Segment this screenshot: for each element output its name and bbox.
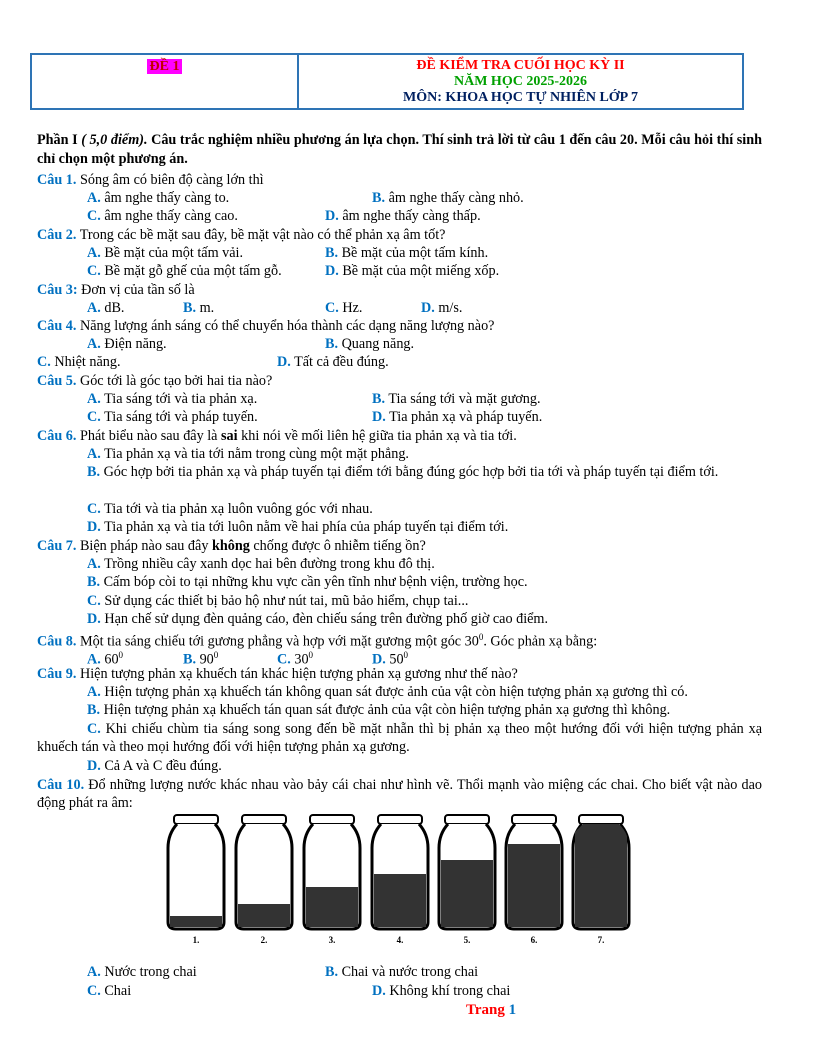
opt-letter: A. — [87, 300, 101, 316]
page-label: Trang — [466, 1002, 505, 1018]
q-emphasis: sai — [221, 428, 238, 444]
option-d[interactable] — [372, 982, 510, 1000]
option-b[interactable] — [183, 299, 214, 317]
question-7 — [37, 537, 426, 555]
opt-text: Điện năng. — [104, 336, 167, 352]
question-3 — [37, 281, 195, 299]
part-instructions: Câu trắc nghiệm nhiều phương án lựa chọn. Thí sinh trả lời từ câu 1 đến câu 20. Mỗi câu hỏi thí sinh chỉ chọn một phương án. — [37, 132, 762, 167]
option-b[interactable] — [372, 189, 524, 207]
option-d[interactable] — [87, 610, 548, 628]
option-d[interactable] — [277, 353, 389, 371]
opt-text: Hiện tượng phản xạ khuếch tán không quan sát được ảnh của vật còn hiện tượng phản xạ gương thì có. — [104, 684, 688, 700]
option-b[interactable] — [87, 573, 528, 591]
q-label: Câu 1. — [37, 172, 77, 188]
bottle-label: 3. — [328, 935, 336, 945]
q-text: Biện pháp nào sau đây — [76, 538, 212, 554]
q-text: Hiện tượng phản xạ khuếch tán khác hiện tượng phản xạ gương như thế nào? — [76, 666, 518, 682]
opt-text: Tia phản xạ và pháp tuyến. — [389, 409, 543, 425]
question-9 — [37, 665, 518, 683]
opt-letter: A. — [87, 245, 101, 261]
opt-letter: A. — [87, 964, 101, 980]
opt-text: Sử dụng các thiết bị bảo hộ như nút tai, mũ bảo hiểm, chụp tai... — [104, 593, 469, 609]
opt-text: âm nghe thấy càng thấp. — [342, 208, 481, 224]
q-text: Một tia sáng chiếu tới gương phẳng và hợp với mặt gương một góc 30 — [76, 633, 479, 650]
q-label: Câu 4. — [37, 318, 77, 334]
opt-letter: D. — [87, 611, 101, 627]
q-label: Câu 5. — [37, 373, 77, 389]
bottle-4 — [372, 815, 428, 945]
option-c[interactable] — [37, 720, 762, 756]
opt-text: Tất cả đều đúng. — [294, 354, 389, 370]
opt-letter: A. — [87, 446, 101, 462]
opt-text: Cấm bóp còi to tại những khu vực cần yên tĩnh như bệnh viện, trường học. — [103, 574, 528, 590]
option-d[interactable] — [325, 262, 499, 280]
opt-letter: D. — [87, 519, 101, 535]
opt-letter: D. — [372, 409, 386, 425]
q-text: Sóng âm có biên độ càng lớn thì — [76, 172, 264, 188]
q-text: Đơn vị của tần số là — [77, 282, 195, 298]
opt-letter: A. — [87, 651, 101, 668]
option-c[interactable] — [87, 982, 131, 1000]
opt-letter: B. — [87, 574, 101, 590]
opt-text: Khi chiếu chùm tia sáng song song đến bề mặt nhẵn thì bị phản xạ theo một hướng đối với hiện tượng phản xạ khuếch tán và theo mọi hướng đối với hiện tượng phản xạ gương. — [37, 721, 762, 755]
opt-text: 50 — [389, 651, 404, 668]
bottle-label: 5. — [463, 935, 471, 945]
seven-bottles-figure — [163, 812, 638, 947]
opt-text: âm nghe thấy càng to. — [104, 190, 230, 206]
opt-letter: C. — [87, 983, 101, 999]
opt-letter: C. — [87, 208, 101, 224]
option-b[interactable] — [325, 244, 488, 262]
opt-text: Tia sáng tới và tia phản xạ. — [104, 391, 258, 407]
opt-text: Quang năng. — [341, 336, 415, 352]
option-b[interactable] — [325, 335, 414, 353]
opt-text: Chai và nước trong chai — [341, 964, 479, 980]
degree-sup: 0 — [213, 650, 219, 660]
bottle-label: 2. — [260, 935, 268, 945]
option-d[interactable] — [421, 299, 462, 317]
option-d[interactable] — [372, 408, 542, 426]
option-c[interactable] — [87, 408, 258, 426]
opt-letter: A. — [87, 336, 101, 352]
opt-letter: C. — [325, 300, 339, 316]
question-6 — [37, 427, 517, 445]
option-a[interactable] — [87, 683, 688, 701]
option-d[interactable] — [87, 518, 508, 536]
q-label: Câu 7. — [37, 538, 77, 554]
bottle-2 — [236, 815, 292, 945]
opt-text: m/s. — [438, 300, 463, 316]
part-intro — [37, 131, 762, 169]
option-a[interactable] — [87, 963, 197, 981]
option-c[interactable] — [87, 592, 468, 610]
option-c[interactable] — [87, 207, 238, 225]
q-text: Góc tới là góc tạo bởi hai tia nào? — [76, 373, 273, 389]
option-c[interactable] — [325, 299, 362, 317]
opt-text: Bề mặt gỗ ghế của một tấm gỗ. — [104, 263, 282, 279]
option-b[interactable] — [37, 463, 762, 481]
q-text-end: . Góc phản xạ bằng: — [483, 633, 598, 650]
subject: MÔN: KHOA HỌC TỰ NHIÊN LỚP 7 — [403, 90, 638, 105]
option-c[interactable] — [87, 500, 373, 518]
opt-letter: D. — [372, 651, 386, 668]
opt-letter: C. — [87, 593, 101, 609]
q-label: Câu 3: — [37, 282, 78, 298]
option-a[interactable] — [87, 390, 257, 408]
option-b[interactable] — [372, 390, 541, 408]
opt-text: 30 — [294, 651, 309, 668]
opt-text: Tia phản xạ và tia tới luôn nằm về hai phía của pháp tuyến tại điểm tới. — [104, 519, 509, 535]
opt-text: Tia sáng tới và pháp tuyến. — [104, 409, 258, 425]
opt-text: Nước trong chai — [104, 964, 197, 980]
option-c[interactable] — [37, 353, 121, 371]
opt-letter: C. — [87, 263, 101, 279]
q-label: Câu 10. — [37, 777, 85, 793]
opt-text: Chai — [104, 983, 132, 999]
opt-text: Tia sáng tới và mặt gương. — [388, 391, 541, 407]
opt-text: m. — [199, 300, 215, 316]
opt-letter: D. — [277, 354, 291, 370]
q-text: Phát biểu nào sau đây là — [76, 428, 222, 444]
opt-letter: D. — [325, 263, 339, 279]
degree-sup: 0 — [118, 650, 124, 660]
opt-letter: A. — [87, 684, 101, 700]
degree-sup: 0 — [403, 650, 409, 660]
degree-sup: 0 — [308, 650, 314, 660]
option-d[interactable] — [325, 207, 481, 225]
opt-text: Hạn chế sử dụng đèn quảng cáo, đèn chiếu sáng trên đường phố giờ cao điểm. — [104, 611, 549, 627]
option-a[interactable] — [87, 555, 435, 573]
opt-text: Không khí trong chai — [389, 983, 511, 999]
opt-letter: B. — [325, 964, 339, 980]
option-a[interactable] — [87, 335, 167, 353]
opt-text: Tia phản xạ và tia tới nằm trong cùng một mặt phẳng. — [104, 446, 409, 462]
question-5 — [37, 372, 272, 390]
degree-sup: 0 — [478, 632, 484, 642]
opt-letter: B. — [87, 464, 101, 480]
opt-letter: D. — [421, 300, 435, 316]
opt-letter: D. — [372, 983, 386, 999]
option-b[interactable] — [87, 701, 670, 719]
opt-letter: B. — [372, 190, 386, 206]
exam-code-cell — [32, 55, 299, 108]
part-score: ( 5,0 điểm). — [77, 132, 148, 148]
q-text: Năng lượng ánh sáng có thể chuyển hóa thành các dạng năng lượng nào? — [76, 318, 495, 334]
opt-text: âm nghe thấy càng cao. — [104, 208, 238, 224]
option-a[interactable] — [87, 244, 243, 262]
opt-text: Bề mặt của một miếng xốp. — [342, 263, 500, 279]
opt-letter: B. — [183, 300, 197, 316]
bottle-label: 1. — [192, 935, 200, 945]
opt-letter: A. — [87, 391, 101, 407]
opt-letter: A. — [87, 556, 101, 572]
option-b[interactable] — [325, 963, 478, 981]
option-a[interactable] — [87, 299, 124, 317]
opt-text: 60 — [104, 651, 119, 668]
opt-letter: C. — [277, 651, 291, 668]
exam-code: ĐỀ 1 — [147, 59, 183, 74]
bottle-5 — [439, 815, 495, 945]
bottle-1 — [168, 815, 224, 945]
opt-text: Bề mặt của một tấm vải. — [104, 245, 244, 261]
bottle-label: 4. — [396, 935, 404, 945]
opt-letter: D. — [87, 758, 101, 774]
opt-letter: B. — [325, 245, 339, 261]
q-text: Đổ những lượng nước khác nhau vào bảy cái chai như hình vẽ. Thổi mạnh vào miệng các chai. Cho biết vật nào dao động phát ra âm: — [37, 777, 763, 811]
opt-letter: C. — [37, 354, 51, 370]
q-label: Câu 2. — [37, 227, 77, 243]
question-2 — [37, 226, 445, 244]
opt-letter: B. — [87, 702, 101, 718]
opt-text: Hz. — [342, 300, 363, 316]
opt-text: Góc hợp bởi tia phản xạ và pháp tuyến tại điểm tới bằng đúng góc hợp bởi tia tới và pháp tuyến tại điểm tới. — [103, 464, 719, 480]
q-text: Trong các bề mặt sau đây, bề mặt vật nào có thể phản xạ âm tốt? — [76, 227, 446, 243]
bottle-3 — [304, 815, 360, 945]
page-number: 1 — [508, 1002, 517, 1018]
question-1 — [37, 171, 264, 189]
option-a[interactable] — [87, 189, 229, 207]
q-emphasis: không — [211, 538, 250, 554]
bottle-label: 7. — [597, 935, 605, 945]
opt-text: Nhiệt năng. — [54, 354, 121, 370]
exam-header-box — [30, 53, 744, 110]
opt-letter: C. — [87, 721, 101, 737]
opt-letter: B. — [372, 391, 386, 407]
bottle-7 — [573, 815, 629, 945]
opt-text: Hiện tượng phản xạ khuếch tán quan sát được ảnh của vật còn hiện tượng phản xạ gương thì không. — [103, 702, 671, 718]
q-label: Câu 9. — [37, 666, 77, 682]
opt-text: 90 — [199, 651, 214, 668]
question-10 — [37, 776, 762, 812]
opt-text: dB. — [104, 300, 125, 316]
opt-text: Trồng nhiều cây xanh dọc hai bên đường trong khu đô thị. — [104, 556, 435, 572]
opt-letter: B. — [325, 336, 339, 352]
exam-title-cell — [299, 55, 742, 108]
option-c[interactable] — [87, 262, 282, 280]
q-text-end: khi nói về mối liên hệ giữa tia phản xạ và tia tới. — [237, 428, 517, 444]
bottle-label: 6. — [530, 935, 538, 945]
opt-text: âm nghe thấy càng nhỏ. — [388, 190, 524, 206]
bottle-6 — [506, 815, 562, 945]
part-label: Phần I — [37, 132, 78, 148]
exam-title: ĐỀ KIỂM TRA CUỐI HỌC KỲ II — [416, 58, 625, 73]
opt-letter: A. — [87, 190, 101, 206]
q-label: Câu 6. — [37, 428, 77, 444]
opt-text: Bề mặt của một tấm kính. — [341, 245, 489, 261]
school-year: NĂM HỌC 2025-2026 — [454, 74, 587, 89]
opt-text: Cả A và C đều đúng. — [104, 758, 222, 774]
opt-letter: C. — [87, 409, 101, 425]
page-footer — [466, 1002, 516, 1019]
q-label: Câu 8. — [37, 633, 77, 650]
opt-letter: D. — [325, 208, 339, 224]
opt-letter: B. — [183, 651, 197, 668]
opt-letter: C. — [87, 501, 101, 517]
q-text-end: chống được ô nhiễm tiếng ồn? — [249, 538, 426, 554]
question-4 — [37, 317, 494, 335]
opt-text: Tia tới và tia phản xạ luôn vuông góc với nhau. — [104, 501, 373, 517]
option-d[interactable] — [87, 757, 222, 775]
option-a[interactable] — [87, 445, 409, 463]
